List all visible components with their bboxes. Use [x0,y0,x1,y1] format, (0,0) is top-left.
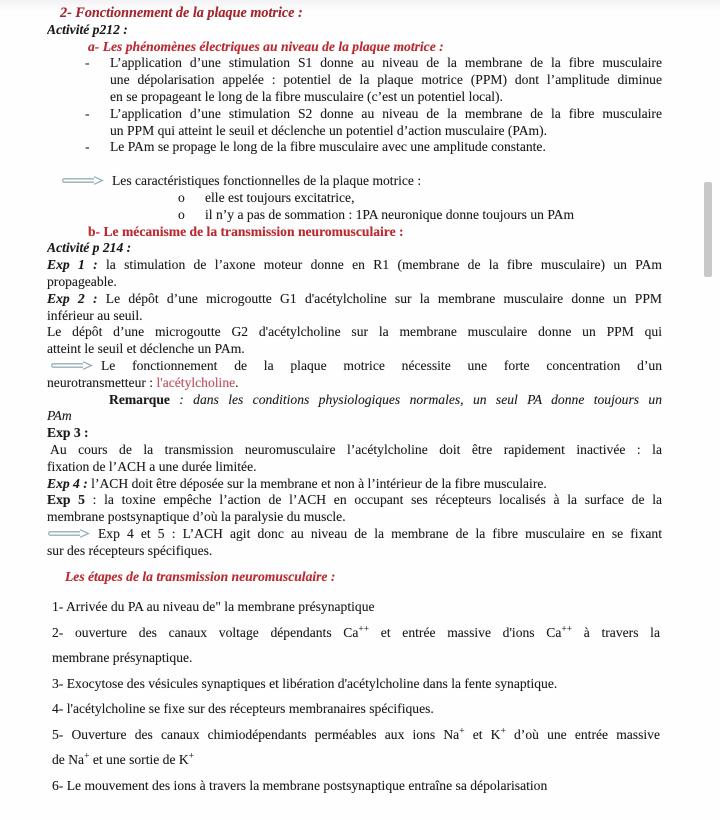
step-5 [52,722,660,748]
activity-heading-p214: Activité p 214 : [47,240,132,256]
text-segment: l’ACH doit être déposée sur la membrane et non à l’intérieur de la fibre musculaire. [87,475,547,491]
text-segment: à travers la [572,624,660,640]
bullet-text [110,55,662,105]
double-arrow-icon [47,528,91,539]
text-segment: et entrée massive d'ions Ca [369,624,562,640]
conclusion-text: Les caractéristiques fonctionnelles de la plaque motrice : [112,173,422,189]
text-line: PAm [47,408,72,424]
text-line: propageable. [47,273,117,289]
exp5-label: Exp 5 [47,492,85,508]
text-line: Exp 4 et 5 : L’ACH agit donc au niveau de la membrane de la fibre musculaire en se fixant [98,525,662,541]
activity-heading-p212: Activité p212 : [47,21,128,37]
exp1-label: Exp 1 : [47,257,98,273]
text-line: L’application d’une stimulation S1 donne au niveau de la membrane de la fibre musculaire [110,55,662,71]
bullet-item-pam [47,139,662,156]
superscript: + [500,726,506,737]
section-heading: 2- Fonctionnement de la plaque motrice : [60,5,303,21]
exp2-label: Exp 2 : [47,290,98,306]
bullet-item-s1 [47,55,662,105]
conclusion-characteristics [61,173,662,190]
dash-bullet: - [85,55,90,71]
scrollbar-thumb[interactable] [704,182,712,277]
double-arrow-icon [61,175,105,186]
double-arrow-icon [50,360,94,371]
text-line: Le dépôt d’une microgoutte G1 d'acétylcholine sur la membrane musculaire donne un PPM [97,290,662,306]
text-line: sur des récepteurs spécifiques. [47,542,213,558]
circle-bullet: o [178,189,185,205]
dash-bullet: - [85,139,90,155]
superscript: + [459,726,465,737]
text-line: Le PAm se propage le long de la fibre musculaire avec une amplitude constante. [110,139,546,155]
conclusion-exp4-5 [47,526,662,543]
conclusion-neurotransmitter [50,358,662,375]
superscript: ++ [358,624,370,635]
text-line: Au cours de la transmission neuromusculaire l’acétylcholine doit être rapidement inactivée : la [50,441,662,457]
superscript: ++ [561,624,573,635]
superscript: + [84,751,90,762]
document-content [47,5,662,798]
exp3-label: Exp 3 : [47,425,89,441]
superscript: + [188,751,195,762]
text-segment: d’où une entrée massive [505,726,660,742]
bullet-item-s2 [47,106,662,140]
step-2 [52,620,660,646]
step-1: 1- Arrivée du PA au niveau de" la membrane présynaptique [52,599,375,615]
subheading-b: b- Le mécanisme de la transmission neuromusculaire : [88,223,404,239]
text-segment: et K [464,726,501,742]
text-line: une dépolarisation appelée : potentiel de la plaque motrice (PPM) dont l’amplitude diminue [110,72,662,88]
text-segment: neurotransmetteur : [47,374,157,390]
subheading-a: a- Les phénomènes électriques au niveau de la plaque motrice : [88,38,444,54]
text-segment: . [235,374,239,390]
step-6: 6- Le mouvement des ions à travers la membrane postsynaptique entraîne sa dépolarisation [52,777,548,793]
text-line: membrane postsynaptique d’où la paralysie du muscle. [47,509,346,525]
exp1-line [47,257,662,274]
exp5-line [47,492,662,509]
text-line [47,375,662,392]
text-line: elle est toujours excitatrice, [205,189,355,205]
text-line: fixation de l’ACH a une durée limitée. [47,458,257,474]
text-segment: et une sortie de K [89,752,189,768]
step-2-cont: membrane présynaptique. [52,650,193,666]
dash-bullet: - [85,105,90,121]
text-line: un PPM qui atteint le seuil et déclenche un potentiel d’action musculaire (PAm). [110,122,548,138]
bullet-text [110,106,662,140]
text-line: Le dépôt d’une microgoutte G2 d'acétylcholine sur la membrane musculaire donne un PPM qui [47,324,662,340]
circle-bullet-item [178,207,662,224]
text-segment: de Na [52,752,85,768]
text-line: atteint le seuil et déclenche un PAm. [47,341,245,357]
step-3: 3- Exocytose des vésicules synaptiques et libération d'acétylcholine dans la fente synaptique. [52,675,558,691]
step-4: 4- l'acétylcholine se fixe sur des récepteurs membranaires spécifiques. [52,701,434,717]
text-segment: : la toxine empêche l’action de l’ACH en occupant ses récepteurs localisés à la surface de la [84,492,662,508]
text-line: Le fonctionnement de la plaque motrice nécessite une forte concentration d’un [101,357,662,373]
text-segment: 2- ouverture des canaux voltage dépendants Ca [52,624,359,640]
text-line: il n’y a pas de sommation : 1PA neuronique donne toujours un PAm [205,206,575,222]
text-line: en se propageant le long de la fibre musculaire (c’est un potentiel local). [110,88,503,104]
remark-label: Remarque [109,391,170,407]
exp4-line [47,476,662,493]
text-line: inférieur au seuil. [47,307,143,323]
circle-bullet-item [178,190,662,207]
exp4-label: Exp 4 : [47,475,88,491]
text-segment: 5- Ouverture des canaux chimiodépendants perméables aux ions Na [52,726,460,742]
steps-list [52,594,662,798]
step-5-cont [52,747,662,773]
text-line: la stimulation de l’axone moteur donne en R1 (membrane de la fibre musculaire) un PAm [97,257,662,273]
text-line: L’application d’une stimulation S2 donne au niveau de la membrane de la fibre musculaire [110,105,662,121]
steps-heading: Les étapes de la transmission neuromusculaire : [65,568,336,584]
highlighted-term: l'acétylcholine [156,374,236,390]
exp2-line [47,291,662,308]
circle-bullet: o [178,206,185,222]
remark-line [47,392,662,409]
text-segment: : dans les conditions physiologiques normales, un seul PA donne toujours un [169,391,662,407]
bullet-text [110,139,662,156]
